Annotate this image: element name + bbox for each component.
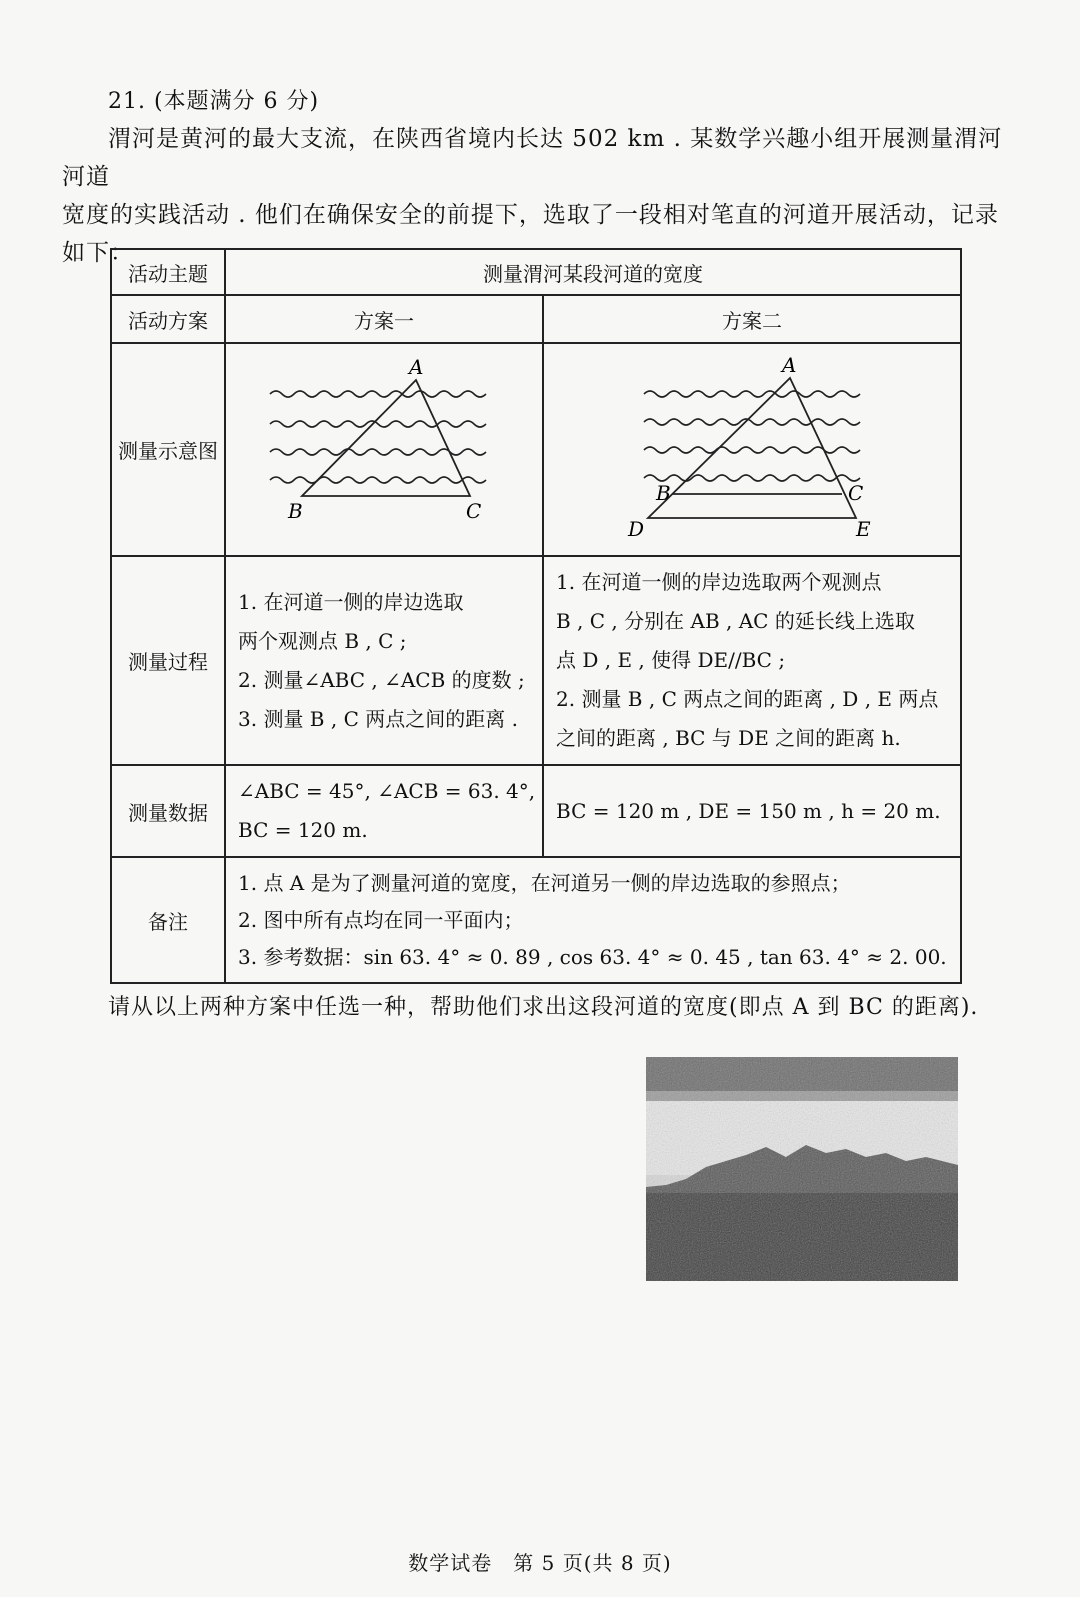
plan1-diagram <box>226 344 544 550</box>
page-footer: 数学试卷 第 5 页(共 8 页) <box>408 1551 672 1575</box>
diagram-label: 测量示意图 <box>111 343 225 556</box>
notes-cell <box>225 857 961 983</box>
process2-line: 点 D , E , 使得 DE//BC ; <box>556 648 786 672</box>
data2-line: BC = 120 m , DE = 150 m , h = 20 m. <box>556 798 941 823</box>
river-wave <box>270 391 486 397</box>
process1-line: 1. 在河道一侧的岸边选取 <box>238 589 464 614</box>
point-b-label: B <box>288 499 303 523</box>
point-d-label: D <box>628 517 645 541</box>
river-wave <box>270 421 486 427</box>
river-wave <box>644 447 860 453</box>
question-ask: 请从以上两种方案中任选一种，帮助他们求出这段河道的宽度(即点 A 到 BC 的距离). <box>108 995 979 1020</box>
point-a-label: A <box>782 353 797 377</box>
river-wave <box>644 475 860 481</box>
river-wave <box>644 391 860 397</box>
triangle-ade <box>648 378 856 518</box>
question-header: 21. (本题满分 6 分) <box>108 89 320 114</box>
point-a-label: A <box>409 355 424 379</box>
theme-value: 测量渭河某段河道的宽度 <box>225 249 961 295</box>
note-line: 2. 图中所有点均在同一平面内； <box>238 907 524 932</box>
theme-label: 活动主题 <box>111 249 225 295</box>
diagram1-cell <box>225 343 543 556</box>
note-line: 1. 点 A 是为了测量河道的宽度，在河道另一侧的岸边选取的参照点； <box>238 870 851 895</box>
intro-line: 宽度的实践活动 . 他们在确保安全的前提下，选取了一段相对笔直的河道开展活动，记录 <box>62 202 999 228</box>
intro-line: 如下： <box>62 240 134 266</box>
activity-table <box>110 248 962 984</box>
data1-line: BC = 120 m. <box>238 818 368 842</box>
plan-label: 活动方案 <box>111 295 225 343</box>
process2-line: B , C , 分别在 AB , AC 的延长线上选取 <box>556 609 915 633</box>
process1-line: 2. 测量∠ABC , ∠ACB 的度数 ; <box>238 667 525 692</box>
plan2-diagram <box>544 344 962 550</box>
data1-cell <box>225 765 543 857</box>
river-wave <box>270 477 486 483</box>
point-e-label: E <box>856 517 871 541</box>
river-photo <box>646 1057 958 1281</box>
plan1-title: 方案一 <box>225 295 543 343</box>
process2-line: 之间的距离 , BC 与 DE 之间的距离 h. <box>556 726 901 750</box>
point-c-label: C <box>848 481 864 505</box>
note-line: 3. 参考数据：sin 63. 4° ≈ 0. 89 , cos 63. 4° ≈ 0. 45 , tan 63. 4° ≈ 2. 00. <box>238 944 947 969</box>
process-label: 测量过程 <box>111 556 225 765</box>
diagram2-cell <box>543 343 961 556</box>
point-c-label: C <box>466 499 482 523</box>
point-b-label: B <box>656 481 671 505</box>
plan2-title: 方案二 <box>543 295 961 343</box>
process2-cell <box>543 556 961 765</box>
process1-line: 3. 测量 B , C 两点之间的距离 . <box>238 706 518 731</box>
data1-line: ∠ABC = 45°, ∠ACB = 63. 4°, <box>238 779 536 803</box>
process1-cell <box>225 556 543 765</box>
intro-line: 渭河是黄河的最大支流，在陕西省境内长达 502 km . 某数学兴趣小组开展测量渭河河道 <box>62 126 1003 190</box>
process2-line: 1. 在河道一侧的岸边选取两个观测点 <box>556 570 882 594</box>
note-label: 备注 <box>111 857 225 983</box>
data2-cell <box>543 765 961 857</box>
river-wave <box>644 419 860 425</box>
data-label: 测量数据 <box>111 765 225 857</box>
river-wave <box>270 449 486 455</box>
process1-line: 两个观测点 B , C ; <box>238 628 407 653</box>
process2-line: 2. 测量 B , C 两点之间的距离 , D , E 两点 <box>556 687 939 711</box>
